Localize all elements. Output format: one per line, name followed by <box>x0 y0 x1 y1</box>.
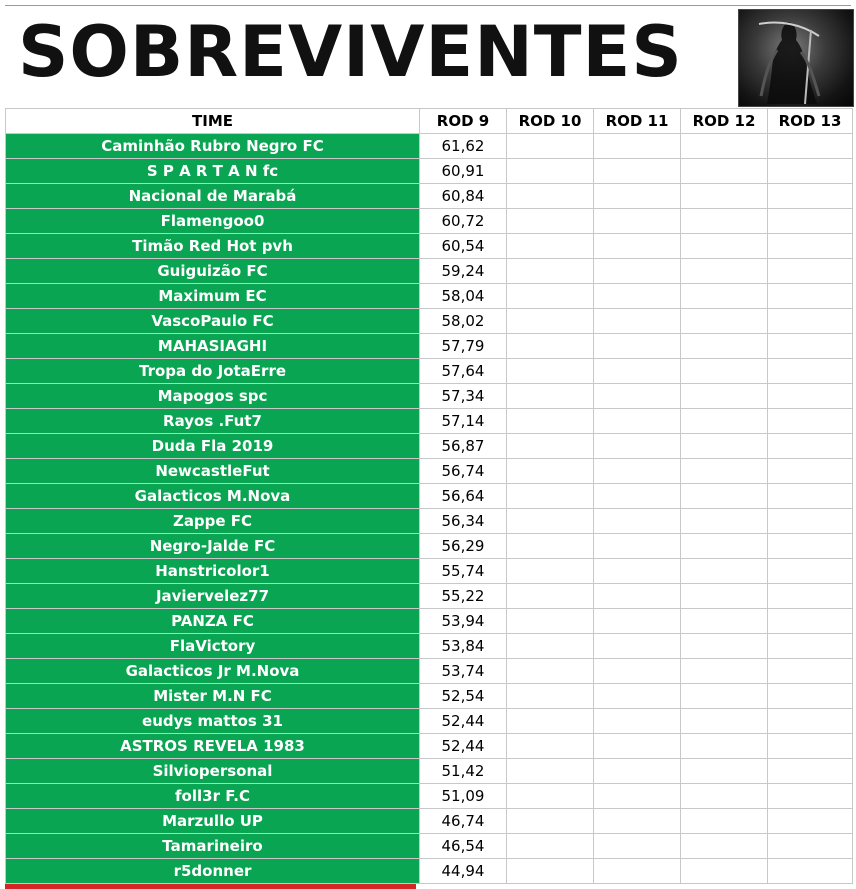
rod12-empty-cell[interactable] <box>681 134 768 159</box>
rod13-empty-cell[interactable] <box>768 834 853 859</box>
team-name-cell[interactable]: eudys mattos 31 <box>6 709 420 734</box>
table-row <box>6 584 853 609</box>
table-row <box>6 809 853 834</box>
rod10-empty-cell[interactable] <box>507 284 594 309</box>
col-header-rod11[interactable]: ROD 11 <box>594 109 681 134</box>
rod13-empty-cell[interactable] <box>768 434 853 459</box>
rod10-empty-cell[interactable] <box>507 184 594 209</box>
rod13-empty-cell[interactable] <box>768 134 853 159</box>
rod10-empty-cell[interactable] <box>507 334 594 359</box>
rod12-empty-cell[interactable] <box>681 759 768 784</box>
team-name-cell[interactable]: Tropa do JotaErre <box>6 359 420 384</box>
rod10-empty-cell[interactable] <box>507 659 594 684</box>
rod9-score-cell[interactable]: 53,74 <box>420 659 507 684</box>
rod10-empty-cell[interactable] <box>507 784 594 809</box>
team-name-cell[interactable]: Caminhão Rubro Negro FC <box>6 134 420 159</box>
rod9-score-cell[interactable]: 60,72 <box>420 209 507 234</box>
rod12-empty-cell[interactable] <box>681 159 768 184</box>
team-name-cell[interactable]: Nacional de Marabá <box>6 184 420 209</box>
team-name-cell[interactable]: Rayos .Fut7 <box>6 409 420 434</box>
rod11-empty-cell[interactable] <box>594 859 681 884</box>
rod11-empty-cell[interactable] <box>594 759 681 784</box>
rod10-empty-cell[interactable] <box>507 309 594 334</box>
rod11-empty-cell[interactable] <box>594 709 681 734</box>
rod11-empty-cell[interactable] <box>594 809 681 834</box>
page-title: SOBREVIVENTES <box>18 11 683 93</box>
table-row <box>6 259 853 284</box>
rod10-empty-cell[interactable] <box>507 209 594 234</box>
rod12-empty-cell[interactable] <box>681 559 768 584</box>
rod11-empty-cell[interactable] <box>594 484 681 509</box>
rod9-score-cell[interactable]: 59,24 <box>420 259 507 284</box>
rod13-empty-cell[interactable] <box>768 709 853 734</box>
rod13-empty-cell[interactable] <box>768 534 853 559</box>
rod10-empty-cell[interactable] <box>507 834 594 859</box>
rod13-empty-cell[interactable] <box>768 609 853 634</box>
rod10-empty-cell[interactable] <box>507 634 594 659</box>
team-name-cell[interactable]: FlaVictory <box>6 634 420 659</box>
table-row <box>6 409 853 434</box>
rod10-empty-cell[interactable] <box>507 409 594 434</box>
rod11-empty-cell[interactable] <box>594 284 681 309</box>
rod9-score-cell[interactable]: 51,42 <box>420 759 507 784</box>
rod12-empty-cell[interactable] <box>681 184 768 209</box>
rod12-empty-cell[interactable] <box>681 259 768 284</box>
rod10-empty-cell[interactable] <box>507 534 594 559</box>
rod13-empty-cell[interactable] <box>768 634 853 659</box>
team-name-cell[interactable]: Galacticos M.Nova <box>6 484 420 509</box>
rod11-empty-cell[interactable] <box>594 784 681 809</box>
table-row <box>6 459 853 484</box>
rod9-score-cell[interactable]: 57,14 <box>420 409 507 434</box>
rod13-empty-cell[interactable] <box>768 334 853 359</box>
rod10-empty-cell[interactable] <box>507 559 594 584</box>
col-header-rod12[interactable]: ROD 12 <box>681 109 768 134</box>
rod12-empty-cell[interactable] <box>681 409 768 434</box>
rod12-empty-cell[interactable] <box>681 534 768 559</box>
rod12-empty-cell[interactable] <box>681 484 768 509</box>
rod11-empty-cell[interactable] <box>594 834 681 859</box>
table-row <box>6 209 853 234</box>
rod9-score-cell[interactable]: 53,84 <box>420 634 507 659</box>
col-header-time[interactable]: TIME <box>6 109 420 134</box>
table-row <box>6 859 853 884</box>
table-row <box>6 609 853 634</box>
team-name-cell[interactable]: Duda Fla 2019 <box>6 434 420 459</box>
team-name-cell[interactable]: ASTROS REVELA 1983 <box>6 734 420 759</box>
rod13-empty-cell[interactable] <box>768 759 853 784</box>
rod10-empty-cell[interactable] <box>507 259 594 284</box>
rod9-score-cell[interactable]: 56,64 <box>420 484 507 509</box>
rod10-empty-cell[interactable] <box>507 434 594 459</box>
table-row <box>6 659 853 684</box>
rod11-empty-cell[interactable] <box>594 634 681 659</box>
rod12-empty-cell[interactable] <box>681 284 768 309</box>
grim-reaper-image <box>738 9 854 107</box>
table-row <box>6 559 853 584</box>
rod11-empty-cell[interactable] <box>594 359 681 384</box>
rod13-empty-cell[interactable] <box>768 459 853 484</box>
table-row <box>6 359 853 384</box>
rod12-empty-cell[interactable] <box>681 234 768 259</box>
rod10-empty-cell[interactable] <box>507 459 594 484</box>
rod11-empty-cell[interactable] <box>594 334 681 359</box>
rod13-empty-cell[interactable] <box>768 484 853 509</box>
table-row <box>6 509 853 534</box>
rod11-empty-cell[interactable] <box>594 734 681 759</box>
rod9-score-cell[interactable]: 57,79 <box>420 334 507 359</box>
rod10-empty-cell[interactable] <box>507 709 594 734</box>
rod12-empty-cell[interactable] <box>681 834 768 859</box>
team-name-cell[interactable]: r5donner <box>6 859 420 884</box>
rod10-empty-cell[interactable] <box>507 509 594 534</box>
team-name-cell[interactable]: Mister M.N FC <box>6 684 420 709</box>
team-name-cell[interactable]: Negro-Jalde FC <box>6 534 420 559</box>
team-name-cell[interactable]: Javiervelez77 <box>6 584 420 609</box>
rod9-score-cell[interactable]: 55,22 <box>420 584 507 609</box>
table-row <box>6 709 853 734</box>
header-row <box>6 109 853 134</box>
rod9-score-cell[interactable]: 44,94 <box>420 859 507 884</box>
rod11-empty-cell[interactable] <box>594 584 681 609</box>
table-row <box>6 184 853 209</box>
bottom-red-bar <box>5 884 416 889</box>
table-row <box>6 534 853 559</box>
team-name-cell[interactable]: Silviopersonal <box>6 759 420 784</box>
team-name-cell[interactable]: S P A R T A N fc <box>6 159 420 184</box>
rod12-empty-cell[interactable] <box>681 334 768 359</box>
rod12-empty-cell[interactable] <box>681 784 768 809</box>
rod11-empty-cell[interactable] <box>594 434 681 459</box>
rod10-empty-cell[interactable] <box>507 584 594 609</box>
rod9-score-cell[interactable]: 52,44 <box>420 734 507 759</box>
rod9-score-cell[interactable]: 60,54 <box>420 234 507 259</box>
table-row <box>6 684 853 709</box>
rod12-empty-cell[interactable] <box>681 459 768 484</box>
team-name-cell[interactable]: MAHASIAGHI <box>6 334 420 359</box>
rod9-score-cell[interactable]: 46,54 <box>420 834 507 859</box>
rod12-empty-cell[interactable] <box>681 609 768 634</box>
table-row <box>6 284 853 309</box>
rod13-empty-cell[interactable] <box>768 309 853 334</box>
rod12-empty-cell[interactable] <box>681 309 768 334</box>
team-name-cell[interactable]: Galacticos Jr M.Nova <box>6 659 420 684</box>
rod11-empty-cell[interactable] <box>594 534 681 559</box>
rod9-score-cell[interactable]: 53,94 <box>420 609 507 634</box>
table-row <box>6 309 853 334</box>
rod9-score-cell[interactable]: 56,34 <box>420 509 507 534</box>
rod9-score-cell[interactable]: 61,62 <box>420 134 507 159</box>
team-name-cell[interactable]: foll3r F.C <box>6 784 420 809</box>
table-row <box>6 384 853 409</box>
rod13-empty-cell[interactable] <box>768 259 853 284</box>
rod11-empty-cell[interactable] <box>594 134 681 159</box>
rod11-empty-cell[interactable] <box>594 409 681 434</box>
rod11-empty-cell[interactable] <box>594 234 681 259</box>
table-row <box>6 434 853 459</box>
rod12-empty-cell[interactable] <box>681 359 768 384</box>
rod11-empty-cell[interactable] <box>594 184 681 209</box>
rod10-empty-cell[interactable] <box>507 134 594 159</box>
rod13-empty-cell[interactable] <box>768 234 853 259</box>
standings-table <box>5 108 853 884</box>
rod13-empty-cell[interactable] <box>768 209 853 234</box>
rod13-empty-cell[interactable] <box>768 809 853 834</box>
rod9-score-cell[interactable]: 60,91 <box>420 159 507 184</box>
rod9-score-cell[interactable]: 56,74 <box>420 459 507 484</box>
rod12-empty-cell[interactable] <box>681 659 768 684</box>
rod11-empty-cell[interactable] <box>594 609 681 634</box>
rod9-score-cell[interactable]: 52,44 <box>420 709 507 734</box>
team-name-cell[interactable]: VascoPaulo FC <box>6 309 420 334</box>
rod12-empty-cell[interactable] <box>681 584 768 609</box>
rod11-empty-cell[interactable] <box>594 509 681 534</box>
rod11-empty-cell[interactable] <box>594 309 681 334</box>
rod9-score-cell[interactable]: 58,04 <box>420 284 507 309</box>
table-row <box>6 234 853 259</box>
rod9-score-cell[interactable]: 58,02 <box>420 309 507 334</box>
rod12-empty-cell[interactable] <box>681 434 768 459</box>
rod9-score-cell[interactable]: 51,09 <box>420 784 507 809</box>
rod10-empty-cell[interactable] <box>507 359 594 384</box>
rod12-empty-cell[interactable] <box>681 209 768 234</box>
rod9-score-cell[interactable]: 56,29 <box>420 534 507 559</box>
col-header-rod10[interactable]: ROD 10 <box>507 109 594 134</box>
rod10-empty-cell[interactable] <box>507 684 594 709</box>
rod13-empty-cell[interactable] <box>768 559 853 584</box>
rod11-empty-cell[interactable] <box>594 259 681 284</box>
rod9-score-cell[interactable]: 60,84 <box>420 184 507 209</box>
rod10-empty-cell[interactable] <box>507 809 594 834</box>
col-header-rod9[interactable]: ROD 9 <box>420 109 507 134</box>
rod12-empty-cell[interactable] <box>681 734 768 759</box>
rod13-empty-cell[interactable] <box>768 159 853 184</box>
rod13-empty-cell[interactable] <box>768 384 853 409</box>
table-row <box>6 759 853 784</box>
rod13-empty-cell[interactable] <box>768 409 853 434</box>
rod11-empty-cell[interactable] <box>594 559 681 584</box>
team-name-cell[interactable]: Marzullo UP <box>6 809 420 834</box>
rod9-score-cell[interactable]: 57,34 <box>420 384 507 409</box>
table-row <box>6 784 853 809</box>
rod13-empty-cell[interactable] <box>768 184 853 209</box>
rod12-empty-cell[interactable] <box>681 684 768 709</box>
table-row <box>6 334 853 359</box>
reaper-silhouette-icon <box>739 10 853 106</box>
team-name-cell[interactable]: Hanstricolor1 <box>6 559 420 584</box>
team-name-cell[interactable]: NewcastleFut <box>6 459 420 484</box>
team-name-cell[interactable]: Timão Red Hot pvh <box>6 234 420 259</box>
rod11-empty-cell[interactable] <box>594 209 681 234</box>
rod12-empty-cell[interactable] <box>681 809 768 834</box>
rod10-empty-cell[interactable] <box>507 484 594 509</box>
col-header-rod13[interactable]: ROD 13 <box>768 109 853 134</box>
rod10-empty-cell[interactable] <box>507 159 594 184</box>
rod9-score-cell[interactable]: 52,54 <box>420 684 507 709</box>
rod10-empty-cell[interactable] <box>507 759 594 784</box>
rod10-empty-cell[interactable] <box>507 734 594 759</box>
rod9-score-cell[interactable]: 56,87 <box>420 434 507 459</box>
rod10-empty-cell[interactable] <box>507 384 594 409</box>
rod13-empty-cell[interactable] <box>768 659 853 684</box>
table-row <box>6 834 853 859</box>
rod9-score-cell[interactable]: 46,74 <box>420 809 507 834</box>
rod11-empty-cell[interactable] <box>594 384 681 409</box>
team-name-cell[interactable]: Guiguizão FC <box>6 259 420 284</box>
team-name-cell[interactable]: Tamarineiro <box>6 834 420 859</box>
rod13-empty-cell[interactable] <box>768 859 853 884</box>
rod13-empty-cell[interactable] <box>768 284 853 309</box>
rod11-empty-cell[interactable] <box>594 459 681 484</box>
rod12-empty-cell[interactable] <box>681 384 768 409</box>
team-name-cell[interactable]: Flamengoo0 <box>6 209 420 234</box>
team-name-cell[interactable]: Maximum EC <box>6 284 420 309</box>
rod11-empty-cell[interactable] <box>594 159 681 184</box>
rod11-empty-cell[interactable] <box>594 684 681 709</box>
table-row <box>6 484 853 509</box>
table-row <box>6 634 853 659</box>
rod13-empty-cell[interactable] <box>768 509 853 534</box>
table-row <box>6 159 853 184</box>
rod12-empty-cell[interactable] <box>681 859 768 884</box>
rod13-empty-cell[interactable] <box>768 784 853 809</box>
rod13-empty-cell[interactable] <box>768 734 853 759</box>
team-name-cell[interactable]: Zappe FC <box>6 509 420 534</box>
rod12-empty-cell[interactable] <box>681 709 768 734</box>
rod13-empty-cell[interactable] <box>768 584 853 609</box>
rod13-empty-cell[interactable] <box>768 684 853 709</box>
rod9-score-cell[interactable]: 57,64 <box>420 359 507 384</box>
table-row <box>6 134 853 159</box>
team-name-cell[interactable]: PANZA FC <box>6 609 420 634</box>
rod9-score-cell[interactable]: 55,74 <box>420 559 507 584</box>
rod10-empty-cell[interactable] <box>507 234 594 259</box>
rod11-empty-cell[interactable] <box>594 659 681 684</box>
rod10-empty-cell[interactable] <box>507 859 594 884</box>
table-row <box>6 734 853 759</box>
rod12-empty-cell[interactable] <box>681 509 768 534</box>
team-name-cell[interactable]: Mapogos spc <box>6 384 420 409</box>
rod12-empty-cell[interactable] <box>681 634 768 659</box>
rod13-empty-cell[interactable] <box>768 359 853 384</box>
rod10-empty-cell[interactable] <box>507 609 594 634</box>
